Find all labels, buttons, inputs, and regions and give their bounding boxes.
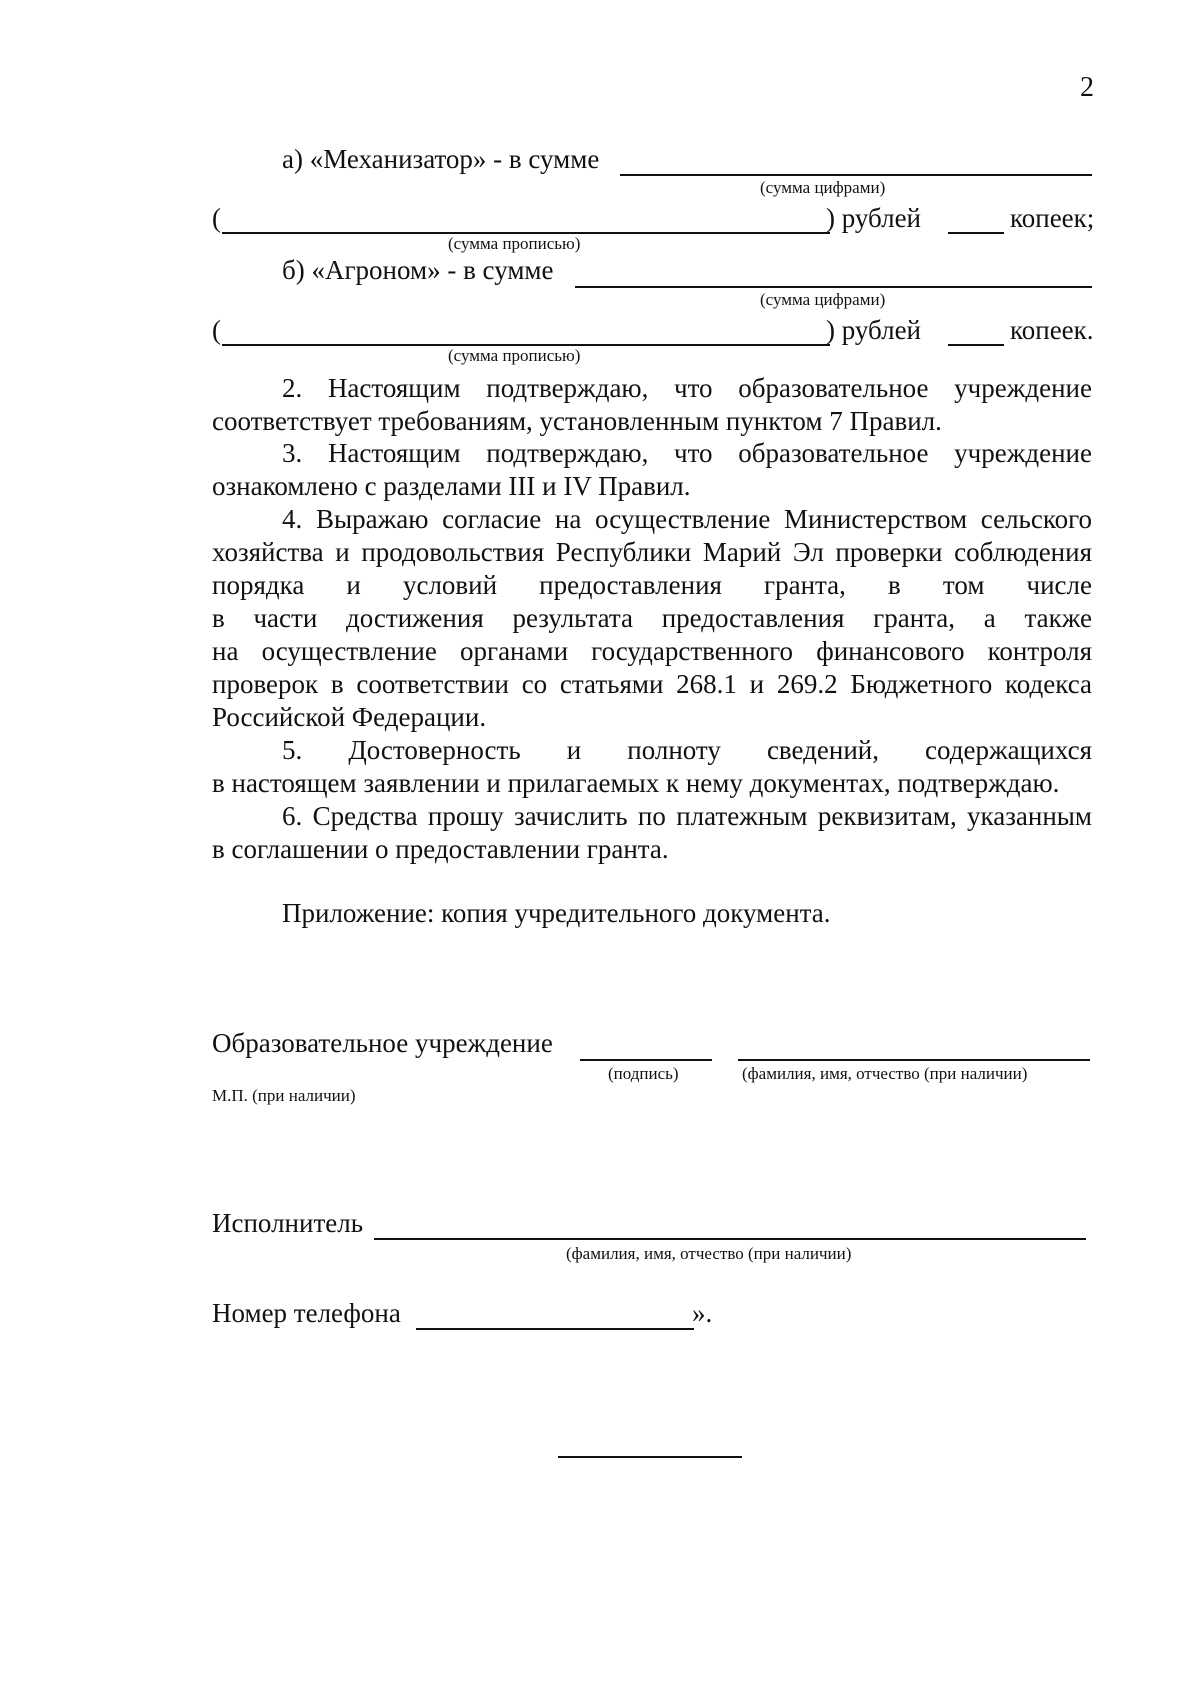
grant-b-words-hint: (сумма прописью) [448,346,581,365]
grant-b-kop: копеек. [1010,315,1094,345]
item-2-line-2: соответствует требованиям, установленным пунктом 7 Правил. [212,406,942,436]
item-3-line-2: ознакомлено с разделами III и IV Правил. [212,471,691,501]
grant-a-digits-hint: (сумма цифрами) [760,178,886,197]
phone-label: Номер телефона [212,1298,401,1328]
executor-hint: (фамилия, имя, отчество (при наличии) [566,1244,852,1263]
grant-b-rub: ) рублей [826,315,922,345]
item-4-line-1: 4. Выражаю согласие на осуществление Министерством сельского [282,504,1092,534]
grant-b-open-paren: ( [212,315,221,345]
grant-a-words-hint: (сумма прописью) [448,234,581,253]
phone-line [416,1328,694,1330]
org-name-hint: (фамилия, имя, отчество (при наличии) [742,1064,1028,1083]
signature-line [580,1059,712,1061]
grant-a-digits-line [620,174,1092,176]
item-4-line-4: в части достижения результата предоставления гранта, а также [212,603,1092,633]
signature-hint: (подпись) [608,1064,679,1083]
executor-line [374,1238,1086,1240]
item-2-line-1: 2. Настоящим подтверждаю, что образовательное учреждение [282,373,1092,403]
org-label: Образовательное учреждение [212,1028,553,1058]
executor-label: Исполнитель [212,1208,364,1238]
item-3-line-1: 3. Настоящим подтверждаю, что образовательное учреждение [282,438,1092,468]
grant-a-kop: копеек; [1010,203,1095,233]
item-4-line-2: хозяйства и продовольствия Республики Марий Эл проверки соблюдения [212,537,1092,567]
item-6-line-2: в соглашении о предоставлении гранта. [212,834,669,864]
grant-b-digits-line [575,286,1092,288]
item-4-line-6: проверок в соответствии со статьями 268.1 и 269.2 Бюджетного кодекса [212,669,1092,699]
item-4-line-5: на осуществление органами государственного финансового контроля [212,636,1092,666]
grant-a-label: а) «Механизатор» - в сумме [282,144,600,174]
grant-b-digits-hint: (сумма цифрами) [760,290,886,309]
item-4-line-3: порядка и условий предоставления гранта, в том числе [212,570,1092,600]
grant-b-label: б) «Агроном» - в сумме [282,255,554,285]
item-6-line-1: 6. Средства прошу зачислить по платежным реквизитам, указанным [282,801,1092,831]
footer-separator [558,1456,742,1458]
item-4-line-7: Российской Федерации. [212,702,487,732]
page-number: 2 [1080,72,1094,103]
stamp-note: М.П. (при наличии) [212,1086,356,1105]
attachment-note: Приложение: копия учредительного документа. [282,898,831,928]
grant-a-rub: ) рублей [826,203,922,233]
grant-b-kop-line [948,344,1004,346]
item-5-line-2: в настоящем заявлении и прилагаемых к нему документах, подтверждаю. [212,768,1060,798]
grant-a-open-paren: ( [212,203,221,233]
item-5-line-1: 5. Достоверность и полноту сведений, содержащихся [282,735,1092,765]
phone-closing: ». [692,1298,713,1328]
org-name-line [738,1059,1090,1061]
grant-a-kop-line [948,232,1004,234]
